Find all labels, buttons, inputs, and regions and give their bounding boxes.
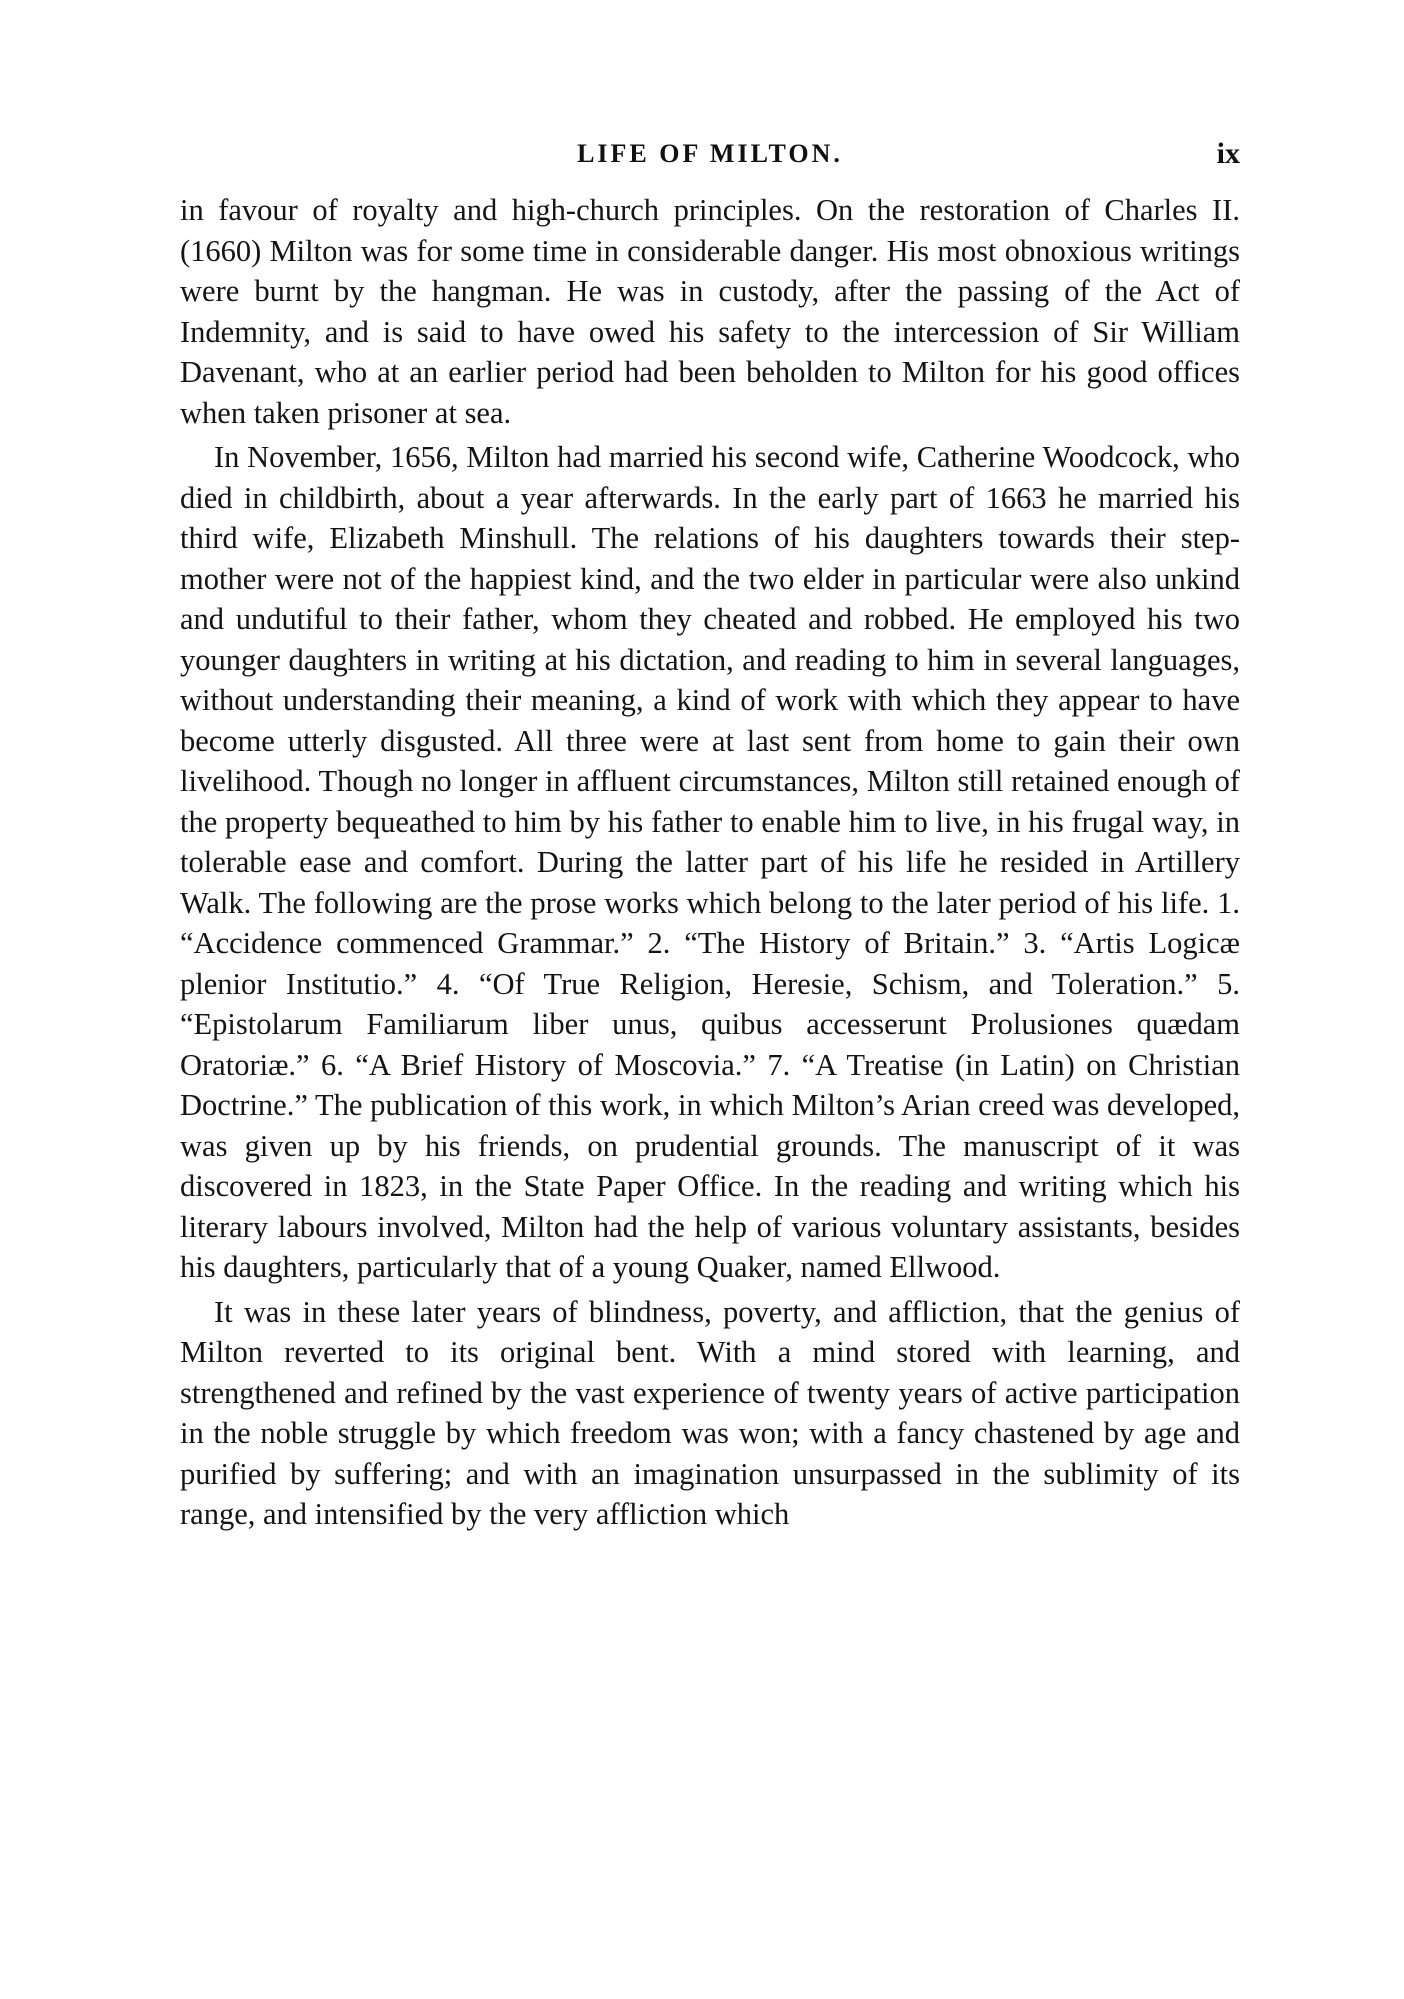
paragraph-3: It was in these later years of blindness, poverty, and affliction, that the genius of Milton reverted to its original bent. With a mind stored with learning, and strengthened and refined by the vast experience of twenty years of active participation in the noble struggle by which freedom was won; with a fancy chastened by age and purified by suffering; and with an imagination unsurpassed in the sublimity of its range, and intensified by the very affliction which [180,1294,1240,1531]
running-head [180,134,1240,174]
body-text [180,190,1240,1539]
page-number: ix [1216,137,1240,170]
paragraph-1: in favour of royalty and high-church principles. On the restoration of Charles II. (1660) Milton was for some time in considerable danger. His most obnoxious writings were burnt by the hangman. He was in custody, after the passing of the Act of Indemnity, and is said to have owed his safety to the intercession of Sir William Davenant, who at an earlier period had been beholden to Milton for his good offices when taken prisoner at sea. [180,193,1240,430]
paragraph-2: In November, 1656, Milton had married his second wife, Catherine Woodcock, who died in childbirth, about a year afterwards. In the early part of 1663 he married his third wife, Elizabeth Minshull. The relations of his daughters towards their step-mother were not of the happiest kind, and the two elder in particular were also unkind and undutiful to their father, whom they cheated and robbed. He employed his two younger daughters in writing at his dictation, and reading to him in several languages, without understanding their meaning, a kind of work with which they appear to have become utterly disgusted. All three were at last sent from home to gain their own livelihood. Though no longer in affluent circumstances, Milton still retained enough of the property bequeathed to him by his father to enable him to live, in his frugal way, in tolerable ease and comfort. During the latter part of his life he resided in Artillery Walk. The following are the prose works which belong to the later period of his life. 1. “Accidence commenced Grammar.” 2. “The History of Britain.” 3. “Artis Logicæ plenior Institutio.” 4. “Of True Religion, Heresie, Schism, and Toleration.” 5. “Epistolarum Familiarum liber unus, quibus accesserunt Prolusiones quædam Oratoriæ.” 6. “A Brief History of Moscovia.” 7. “A Treatise (in Latin) on Christian Doctrine.” The publication of this work, in which Milton’s Arian creed was developed, was given up by his friends, on prudential grounds. The manuscript of it was discovered in 1823, in the State Paper Office. In the reading and writing which his literary labours involved, Milton had the help of various voluntary assistants, besides his daughters, particularly that of a young Quaker, named Ellwood. [180,440,1240,1284]
running-title: LIFE OF MILTON. [577,139,843,168]
